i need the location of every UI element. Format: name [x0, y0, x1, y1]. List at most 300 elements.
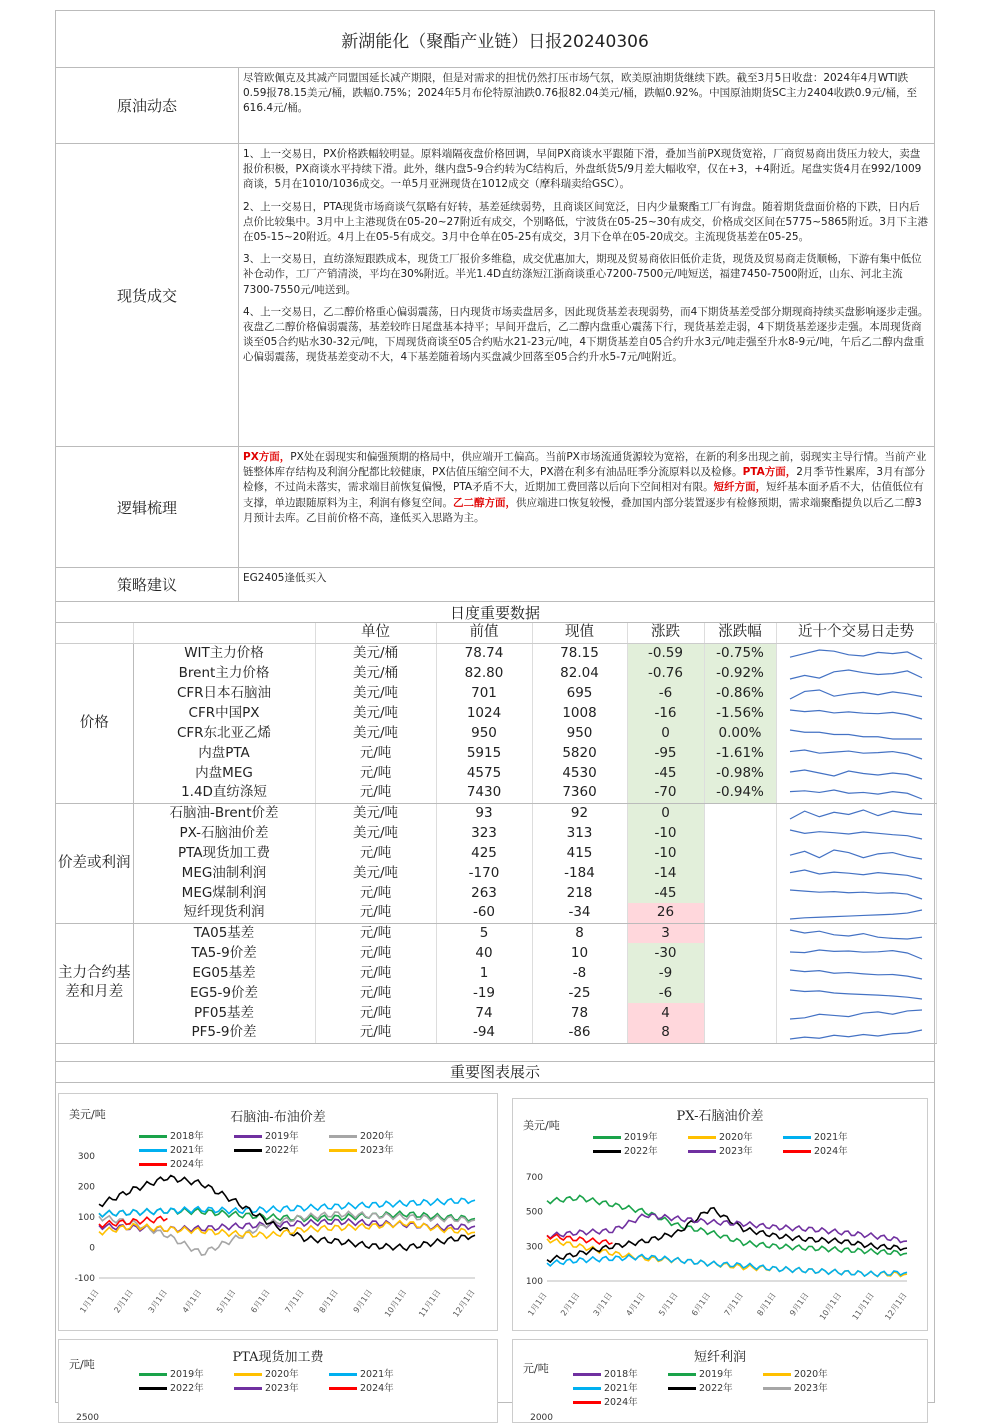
body-text: 4、上一交易日，乙二醇价格重心偏弱震荡，日内现货市场卖盘居多，因此现货基差表现弱势，而4下期货基差受部分期现商持续买盘影响逐步走强。夜盘乙二醇价格偏弱震荡，基差较昨日尾盘基本持平；早间开盘后，乙二醇内盘重心震荡下行，现货基差走弱，4下期货基差逐步走强。本周现货商谈至05合约贴水30-32元/吨，下周现货商谈至05合约贴水21-23元/吨，4下期货基差自05合约升水3元/吨走强至升水8-9元/吨，午后乙二醇内盘重心偏弱震荡，现货基差变动不大，4下基差随着场内买盘减少回落至05合约升水5-7元/吨附近。	[243, 305, 929, 364]
trend-cell	[776, 723, 936, 743]
legend-swatch	[329, 1135, 357, 1138]
sparkline-path	[790, 910, 922, 919]
x-tick-label: 4月1日	[624, 1290, 647, 1318]
row-name: EG05基差	[133, 963, 315, 983]
trend-sparkline	[786, 824, 926, 842]
row-unit: 元/吨	[315, 923, 436, 943]
row-name: EG5-9价差	[133, 983, 315, 1003]
change-value: -70	[627, 783, 704, 803]
prev-value: 78.74	[436, 643, 532, 663]
change-value: -10	[627, 823, 704, 843]
body-text: 短纤基本面矛盾不大，估值低位有支撑，单边跟随原料为主，利润有修复空间。	[243, 481, 924, 509]
row-unit: 元/吨	[315, 943, 436, 963]
trend-sparkline	[786, 944, 926, 962]
change-value: 0	[627, 803, 704, 823]
legend-item	[329, 1128, 424, 1142]
sparkline-path	[790, 990, 922, 999]
section-paragraph	[243, 200, 930, 246]
row-unit: 美元/桶	[315, 663, 436, 683]
chart-legend	[573, 1366, 919, 1408]
row-name: PF5-9价差	[133, 1023, 315, 1043]
table-row	[56, 943, 936, 963]
x-tick-label: 11月1日	[417, 1287, 443, 1319]
chart-y-unit: 美元/吨	[523, 1118, 560, 1132]
table-row	[56, 683, 936, 703]
change-value: 4	[627, 1003, 704, 1023]
legend-label: 2022年	[624, 1145, 658, 1157]
row-unit: 元/吨	[315, 763, 436, 783]
sparkline-path	[790, 730, 922, 739]
sparkline-path	[790, 1010, 922, 1019]
section-paragraph	[243, 450, 930, 526]
column-header: 单位	[315, 623, 436, 643]
trend-sparkline	[786, 1004, 926, 1022]
group-label: 主力合约基差和月差	[56, 923, 133, 1043]
row-name: WIT主力价格	[133, 643, 315, 663]
current-value: 415	[532, 843, 627, 863]
row-unit: 美元/吨	[315, 863, 436, 883]
trend-sparkline	[786, 784, 926, 802]
section-paragraph	[243, 71, 930, 117]
legend-swatch	[139, 1387, 167, 1390]
legend-swatch	[573, 1401, 601, 1404]
column-header: 涨跌幅	[704, 623, 776, 643]
legend-item	[668, 1366, 763, 1380]
legend-item	[573, 1394, 668, 1408]
sparkline-path	[790, 890, 922, 899]
prev-value: -170	[436, 863, 532, 883]
body-text: 供应端进口恢复较慢，叠加国内部分装置逐步有检修预期，需求端聚酯提负以后乙二醇3月预计去库。乙目前价格不高，逢低买入思路为主。	[243, 496, 922, 524]
row-name: 1.4D直纺涤短	[133, 783, 315, 803]
change-percent	[704, 883, 776, 903]
trend-cell	[776, 883, 936, 903]
x-tick-label: 9月1日	[351, 1287, 375, 1315]
legend-item	[763, 1380, 858, 1394]
section-label: 现货成交	[56, 144, 239, 446]
x-tick-label: 4月1日	[180, 1287, 204, 1315]
change-value: -6	[627, 983, 704, 1003]
table-row	[56, 743, 936, 763]
change-percent: -0.98%	[704, 763, 776, 783]
legend-swatch	[329, 1387, 357, 1390]
legend-label: 2019年	[699, 1368, 733, 1380]
current-value: 313	[532, 823, 627, 843]
section-paragraph	[243, 305, 930, 366]
legend-item	[688, 1129, 783, 1143]
change-percent	[704, 1023, 776, 1043]
prev-value: 701	[436, 683, 532, 703]
trend-cell	[776, 863, 936, 883]
change-value: -6	[627, 683, 704, 703]
change-value: -95	[627, 743, 704, 763]
trend-sparkline	[786, 684, 926, 702]
row-unit: 元/吨	[315, 783, 436, 803]
legend-swatch	[668, 1373, 696, 1376]
legend-label: 2024年	[170, 1158, 204, 1170]
row-unit: 元/吨	[315, 963, 436, 983]
current-value: -86	[532, 1023, 627, 1043]
sparkline-path	[790, 690, 922, 699]
change-value: -45	[627, 883, 704, 903]
row-name: MEG油制利润	[133, 863, 315, 883]
prev-value: 950	[436, 723, 532, 743]
row-unit: 元/吨	[315, 1023, 436, 1043]
legend-item	[593, 1129, 688, 1143]
trend-cell	[776, 783, 936, 803]
row-unit: 元/吨	[315, 883, 436, 903]
legend-swatch	[139, 1373, 167, 1376]
trend-sparkline	[786, 884, 926, 902]
prev-value: 40	[436, 943, 532, 963]
row-unit: 美元/吨	[315, 823, 436, 843]
trend-cell	[776, 643, 936, 663]
prev-value: 1024	[436, 703, 532, 723]
row-name: PX-石脑油价差	[133, 823, 315, 843]
series-line	[99, 1198, 475, 1216]
daily-data-table	[56, 623, 937, 1044]
row-unit: 美元/吨	[315, 803, 436, 823]
chart-legend	[139, 1128, 489, 1170]
legend-swatch	[234, 1387, 262, 1390]
legend-item	[234, 1142, 329, 1156]
legend-label: 2022年	[170, 1382, 204, 1394]
change-value: -0.59	[627, 643, 704, 663]
legend-swatch	[139, 1163, 167, 1166]
x-tick-label: 6月1日	[689, 1290, 713, 1318]
row-name: TA5-9价差	[133, 943, 315, 963]
legend-item	[139, 1156, 234, 1170]
prev-value: 74	[436, 1003, 532, 1023]
sparkline-path	[790, 670, 922, 679]
section-label: 原油动态	[56, 68, 239, 143]
series-line	[99, 1220, 475, 1238]
legend-swatch	[573, 1387, 601, 1390]
table-row	[56, 643, 936, 663]
section-label: 策略建议	[56, 568, 239, 601]
section-row	[56, 144, 934, 447]
legend-swatch	[329, 1149, 357, 1152]
trend-sparkline	[786, 964, 926, 982]
y-tick-label: 0	[89, 1243, 95, 1253]
section-paragraph	[243, 252, 930, 298]
sparkline-path	[790, 750, 922, 759]
row-unit: 元/吨	[315, 743, 436, 763]
body-text: 2月季节性累库，3月有部分检修，不过尚未落实，需求端目前恢复偏慢，PTA矛盾不大，近期加工费回落以后向下空间相对有限。	[243, 466, 926, 494]
change-percent	[704, 943, 776, 963]
y-tick-label: 300	[525, 1241, 543, 1252]
sparkline-path	[790, 970, 922, 979]
daily-data-heading: 日度重要数据	[56, 602, 934, 623]
legend-label: 2024年	[814, 1145, 848, 1157]
trend-sparkline	[786, 924, 926, 942]
trend-cell	[776, 683, 936, 703]
trend-sparkline	[786, 704, 926, 722]
trend-cell	[776, 663, 936, 683]
legend-swatch	[234, 1149, 262, 1152]
legend-label: 2020年	[719, 1131, 753, 1143]
prev-value: -60	[436, 903, 532, 923]
y-tick-label: 300	[77, 1151, 95, 1162]
x-tick-label: 9月1日	[788, 1290, 811, 1318]
group-label: 价格	[56, 643, 133, 803]
legend-swatch	[688, 1150, 716, 1153]
legend-item	[234, 1380, 329, 1394]
report-title: 新湖能化（聚酯产业链）日报20240306	[56, 11, 934, 68]
legend-item	[234, 1128, 329, 1142]
legend-swatch	[234, 1373, 262, 1376]
legend-label: 2023年	[360, 1144, 394, 1156]
column-header	[133, 623, 315, 643]
legend-item	[783, 1143, 878, 1157]
table-header-row	[56, 623, 936, 643]
legend-label: 2020年	[265, 1368, 299, 1380]
change-percent	[704, 923, 776, 943]
prev-value: 82.80	[436, 663, 532, 683]
row-name: 内盘MEG	[133, 763, 315, 783]
row-name: CFR东北亚乙烯	[133, 723, 315, 743]
sparkline-path	[790, 830, 922, 839]
trend-cell	[776, 963, 936, 983]
change-percent: -0.94%	[704, 783, 776, 803]
trend-sparkline	[786, 1024, 926, 1042]
legend-label: 2018年	[604, 1368, 638, 1380]
x-tick-label: 2月1日	[558, 1290, 582, 1318]
change-percent	[704, 903, 776, 923]
section-paragraph	[243, 147, 930, 193]
legend-label: 2024年	[604, 1396, 638, 1408]
sparkline-path	[790, 650, 922, 659]
x-tick-label: 11月1日	[850, 1290, 876, 1322]
section-content	[239, 68, 934, 143]
legend-label: 2021年	[814, 1131, 848, 1143]
legend-item	[573, 1380, 668, 1394]
legend-swatch	[234, 1135, 262, 1138]
change-percent: -1.56%	[704, 703, 776, 723]
charts-area	[56, 1083, 934, 1423]
trend-cell	[776, 983, 936, 1003]
legend-item	[139, 1128, 234, 1142]
chart-legend	[593, 1129, 919, 1157]
series-line	[547, 1195, 907, 1255]
current-value: 5820	[532, 743, 627, 763]
table-row	[56, 983, 936, 1003]
prev-value: 93	[436, 803, 532, 823]
x-tick-label: 12月1日	[451, 1287, 477, 1319]
trend-sparkline	[786, 904, 926, 922]
chart-title: 短纤利润	[693, 1349, 746, 1365]
legend-item	[139, 1380, 234, 1394]
legend-label: 2022年	[265, 1144, 299, 1156]
section-row	[56, 447, 934, 568]
table-row	[56, 883, 936, 903]
trend-cell	[776, 943, 936, 963]
sparkline-path	[790, 930, 922, 939]
current-value: 950	[532, 723, 627, 743]
legend-label: 2023年	[794, 1382, 828, 1394]
column-header: 近十个交易日走势	[776, 623, 936, 643]
y-tick-label: 200	[77, 1182, 95, 1192]
current-value: -8	[532, 963, 627, 983]
change-percent	[704, 983, 776, 1003]
legend-item	[139, 1142, 234, 1156]
change-value: 0	[627, 723, 704, 743]
table-row	[56, 903, 936, 923]
change-percent	[704, 803, 776, 823]
trend-cell	[776, 923, 936, 943]
text-sections	[56, 68, 934, 602]
change-value: 3	[627, 923, 704, 943]
current-value: -34	[532, 903, 627, 923]
legend-swatch	[329, 1373, 357, 1376]
legend-item	[783, 1129, 878, 1143]
legend-item	[573, 1366, 668, 1380]
body-text: 3、上一交易日，直纺涤短跟跌成本，现货工厂报价多维稳，成交优惠加大，期现及贸易商依旧低价走货，现货及贸易商走货顺畅，下游有集中低位补仓动作，工厂产销清淡，平均在30%附近。半光1.4D直纺涤短江浙商谈重心7200-7500元/吨短送，福建7450-7500附近，山东、河北主流7300-7550元/吨送到。	[243, 253, 922, 296]
change-value: -0.76	[627, 663, 704, 683]
legend-item	[593, 1143, 688, 1157]
x-tick-label: 12月1日	[883, 1290, 909, 1322]
trend-cell	[776, 1003, 936, 1023]
table-row	[56, 663, 936, 683]
table-row	[56, 823, 936, 843]
prev-value: 425	[436, 843, 532, 863]
legend-swatch	[783, 1150, 811, 1153]
table-spacer	[56, 1044, 934, 1062]
section-content	[239, 447, 934, 567]
current-value: -25	[532, 983, 627, 1003]
column-header	[56, 623, 133, 643]
legend-swatch	[763, 1373, 791, 1376]
x-tick-label: 10月1日	[382, 1287, 409, 1319]
legend-swatch	[783, 1136, 811, 1139]
trend-sparkline	[786, 804, 926, 822]
row-name: MEG煤制利润	[133, 883, 315, 903]
sparkline-path	[790, 950, 922, 959]
current-value: -184	[532, 863, 627, 883]
table-row	[56, 923, 936, 943]
psf-profit-chart	[512, 1339, 928, 1423]
legend-label: 2021年	[170, 1144, 204, 1156]
change-percent: -1.61%	[704, 743, 776, 763]
section-row	[56, 68, 934, 144]
pta-processing-fee-chart	[58, 1339, 498, 1423]
change-percent: -0.75%	[704, 643, 776, 663]
current-value: 78.15	[532, 643, 627, 663]
row-unit: 元/吨	[315, 843, 436, 863]
trend-cell	[776, 903, 936, 923]
legend-swatch	[139, 1149, 167, 1152]
legend-item	[688, 1143, 783, 1157]
trend-sparkline	[786, 984, 926, 1002]
legend-label: 2020年	[794, 1368, 828, 1380]
highlight-text: 乙二醇方面，	[453, 496, 516, 509]
legend-label: 2022年	[699, 1382, 733, 1394]
chart-y-unit: 元/吨	[69, 1357, 95, 1371]
legend-label: 2021年	[604, 1382, 638, 1394]
change-percent	[704, 823, 776, 843]
body-text: EG2405逢低买入	[243, 572, 327, 584]
row-unit: 元/吨	[315, 903, 436, 923]
table-row	[56, 763, 936, 783]
trend-cell	[776, 703, 936, 723]
legend-item	[329, 1142, 424, 1156]
change-value: -45	[627, 763, 704, 783]
prev-value: 263	[436, 883, 532, 903]
section-row	[56, 568, 934, 602]
current-value: 10	[532, 943, 627, 963]
trend-sparkline	[786, 724, 926, 742]
row-unit: 美元/桶	[315, 643, 436, 663]
highlight-text: PX方面，	[243, 451, 291, 463]
body-text: PX处在弱现实和偏强预期的格局中，供应端开工偏高。当前PX市场流通货源较为宽裕，在新的利多出现之前，弱现实主导行情。当前产业链整体库存结构及利润分配都比较健康，PX估值压缩空间不大，PX潜在利多有油品旺季分流原料以及检修。	[243, 451, 927, 479]
sparkline-path	[790, 1030, 922, 1039]
body-text: 尽管欧佩克及其减产同盟国延长减产期限，但是对需求的担忧仍然打压市场气氛，欧美原油期货继续下跌。截至3月5日收盘：2024年4月WTI跌0.59报78.15美元/桶，跌幅0.75%；2024年5月布伦特原油跌0.76报82.04美元/桶，跌幅0.92%。中国原油期货SC主力2404收跌0.9元/桶，至616.4元/桶。	[243, 72, 918, 115]
px-naphtha-spread-chart	[512, 1098, 928, 1331]
y-tick-label: 500	[525, 1207, 543, 1218]
x-tick-label: 3月1日	[591, 1290, 615, 1318]
table-row	[56, 803, 936, 823]
row-unit: 美元/吨	[315, 703, 436, 723]
row-unit: 美元/吨	[315, 723, 436, 743]
section-label: 逻辑梳理	[56, 447, 239, 567]
current-value: 82.04	[532, 663, 627, 683]
trend-cell	[776, 763, 936, 783]
prev-value: 5915	[436, 743, 532, 763]
y-tick-label: 700	[525, 1172, 543, 1183]
column-header: 前值	[436, 623, 532, 643]
x-tick-label: 7月1日	[283, 1287, 306, 1315]
row-unit: 元/吨	[315, 983, 436, 1003]
legend-swatch	[139, 1135, 167, 1138]
sparkline-path	[790, 850, 922, 859]
row-name: PF05基差	[133, 1003, 315, 1023]
change-value: -16	[627, 703, 704, 723]
row-name: Brent主力价格	[133, 663, 315, 683]
legend-swatch	[668, 1387, 696, 1390]
legend-label: 2023年	[265, 1382, 299, 1394]
section-content	[239, 144, 934, 446]
legend-label: 2020年	[360, 1130, 394, 1142]
trend-cell	[776, 803, 936, 823]
table-row	[56, 1023, 936, 1043]
group-label: 价差或利润	[56, 803, 133, 923]
current-value: 4530	[532, 763, 627, 783]
sparkline-path	[790, 870, 922, 879]
chart-legend	[139, 1366, 489, 1394]
table-row	[56, 703, 936, 723]
row-name: 内盘PTA	[133, 743, 315, 763]
trend-sparkline	[786, 744, 926, 762]
table-row	[56, 783, 936, 803]
y-tick-label: 100	[77, 1212, 95, 1223]
report-page	[55, 10, 935, 1423]
legend-label: 2024年	[360, 1382, 394, 1394]
change-percent: -0.86%	[704, 683, 776, 703]
change-percent	[704, 1003, 776, 1023]
legend-label: 2019年	[265, 1130, 299, 1142]
trend-cell	[776, 743, 936, 763]
trend-sparkline	[786, 844, 926, 862]
trend-cell	[776, 843, 936, 863]
x-tick-label: 6月1日	[249, 1287, 272, 1315]
legend-label: 2019年	[624, 1131, 658, 1143]
row-name: 短纤现货利润	[133, 903, 315, 923]
x-tick-label: 3月1日	[146, 1287, 170, 1315]
chart-title: PTA现货加工费	[232, 1349, 324, 1365]
current-value: 78	[532, 1003, 627, 1023]
sparkline-path	[790, 790, 922, 799]
prev-value: 4575	[436, 763, 532, 783]
current-value: 7360	[532, 783, 627, 803]
